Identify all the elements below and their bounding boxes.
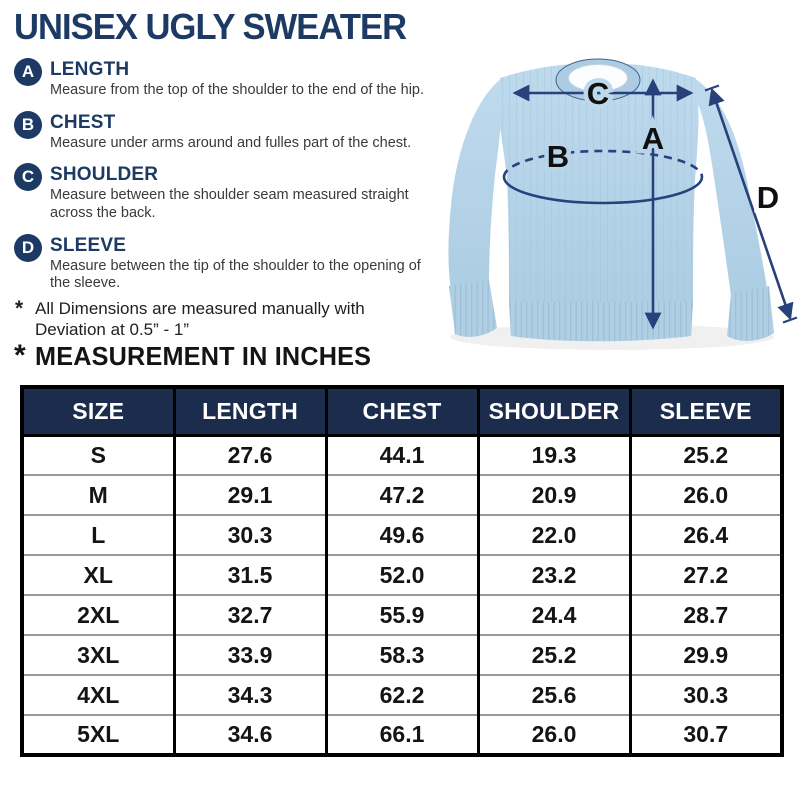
cell-length: 33.9: [174, 635, 326, 675]
cell-sleeve: 27.2: [630, 555, 782, 595]
cell-chest: 44.1: [326, 435, 478, 475]
measure-guide: [14, 60, 459, 306]
cell-length: 27.6: [174, 435, 326, 475]
units-asterisk: *: [14, 339, 26, 372]
guide-label-sleeve: SLEEVE: [50, 234, 127, 256]
units-heading-text: MEASUREMENT IN INCHES: [34, 341, 371, 371]
sleeve-arrow-tick-bottom: [783, 318, 797, 323]
header-chest: CHEST: [326, 387, 478, 435]
size-table-body: [22, 435, 782, 755]
cell-shoulder: 22.0: [478, 515, 630, 555]
guide-text-sleeve: [50, 236, 442, 293]
label-c: C: [586, 76, 610, 111]
sweater-illustration: [448, 59, 774, 350]
cell-sleeve: 25.2: [630, 435, 782, 475]
cell-size: 4XL: [22, 675, 174, 715]
header-row: [22, 387, 782, 435]
cell-shoulder: 24.4: [478, 595, 630, 635]
deviation-text: [35, 299, 415, 340]
guide-desc-sleeve: Measure between the tip of the shoulder to the opening of the sleeve.: [50, 257, 421, 292]
cell-size: 2XL: [22, 595, 174, 635]
cell-chest: 49.6: [326, 515, 478, 555]
cell-length: 34.3: [174, 675, 326, 715]
deviation-note: [15, 299, 415, 340]
right-cuff-rib: [727, 286, 774, 341]
cell-size: S: [22, 435, 174, 475]
header-size: SIZE: [22, 387, 174, 435]
cell-size: XL: [22, 555, 174, 595]
header-length: LENGTH: [174, 387, 326, 435]
size-table: [20, 385, 784, 757]
cell-sleeve: 28.7: [630, 595, 782, 635]
table-row: [22, 635, 782, 675]
left-cuff-rib: [449, 280, 497, 337]
guide-item-shoulder: [14, 165, 459, 222]
cell-length: 32.7: [174, 595, 326, 635]
cell-sleeve: 30.7: [630, 715, 782, 755]
badge-b: B: [14, 111, 42, 139]
table-row: [22, 715, 782, 755]
label-b: B: [546, 139, 570, 174]
cell-chest: 47.2: [326, 475, 478, 515]
sweater-diagram: [436, 36, 800, 358]
badge-a: A: [14, 58, 42, 86]
cell-shoulder: 23.2: [478, 555, 630, 595]
cell-shoulder: 25.6: [478, 675, 630, 715]
guide-label-shoulder: SHOULDER: [50, 164, 159, 186]
cell-chest: 66.1: [326, 715, 478, 755]
cell-chest: 55.9: [326, 595, 478, 635]
hem-band-rib: [509, 302, 693, 341]
guide-item-chest: [14, 113, 459, 153]
cell-chest: 58.3: [326, 635, 478, 675]
cell-shoulder: 25.2: [478, 635, 630, 675]
guide-text-length: [50, 60, 424, 100]
sleeve-arrow-tick-top: [705, 86, 719, 91]
guide-label-length: LENGTH: [50, 59, 130, 80]
cell-chest: 62.2: [326, 675, 478, 715]
guide-text-shoulder: [50, 165, 438, 222]
table-row: [22, 675, 782, 715]
cell-chest: 52.0: [326, 555, 478, 595]
table-row: [22, 595, 782, 635]
guide-desc-shoulder: Measure between the shoulder seam measured straight across the back.: [50, 187, 409, 222]
cell-length: 30.3: [174, 515, 326, 555]
label-d: D: [756, 180, 780, 215]
table-row: [22, 475, 782, 515]
deviation-line-1: All Dimensions are measured manually with: [35, 299, 365, 318]
size-table-header: [22, 387, 782, 435]
cell-length: 31.5: [174, 555, 326, 595]
cell-size: 3XL: [22, 635, 174, 675]
cell-size: M: [22, 475, 174, 515]
table-row: [22, 515, 782, 555]
badge-d: D: [14, 234, 42, 262]
cell-length: 34.6: [174, 715, 326, 755]
cell-shoulder: 19.3: [478, 435, 630, 475]
table-row: [22, 435, 782, 475]
guide-label-chest: CHEST: [50, 111, 116, 133]
cell-sleeve: 30.3: [630, 675, 782, 715]
guide-item-sleeve: [14, 236, 459, 293]
cell-sleeve: 26.0: [630, 475, 782, 515]
header-sleeve: SLEEVE: [630, 387, 782, 435]
guide-item-length: [14, 60, 459, 100]
guide-desc-chest: Measure under arms around and fulles part of the chest.: [50, 134, 412, 151]
deviation-line-2: Deviation at 0.5” - 1”: [35, 319, 190, 339]
units-heading: [14, 341, 381, 372]
badge-c: C: [14, 163, 42, 191]
cell-size: 5XL: [22, 715, 174, 755]
cell-shoulder: 26.0: [478, 715, 630, 755]
cell-length: 29.1: [174, 475, 326, 515]
page-title: UNISEX UGLY SWEATER: [14, 6, 407, 47]
cell-sleeve: 26.4: [630, 515, 782, 555]
cell-shoulder: 20.9: [478, 475, 630, 515]
header-shoulder: SHOULDER: [478, 387, 630, 435]
cell-sleeve: 29.9: [630, 635, 782, 675]
deviation-asterisk: *: [15, 297, 24, 320]
label-a: A: [641, 121, 665, 156]
table-row: [22, 555, 782, 595]
guide-text-chest: [50, 113, 411, 153]
cell-size: L: [22, 515, 174, 555]
guide-desc-length: Measure from the top of the shoulder to the end of the hip.: [50, 82, 425, 98]
